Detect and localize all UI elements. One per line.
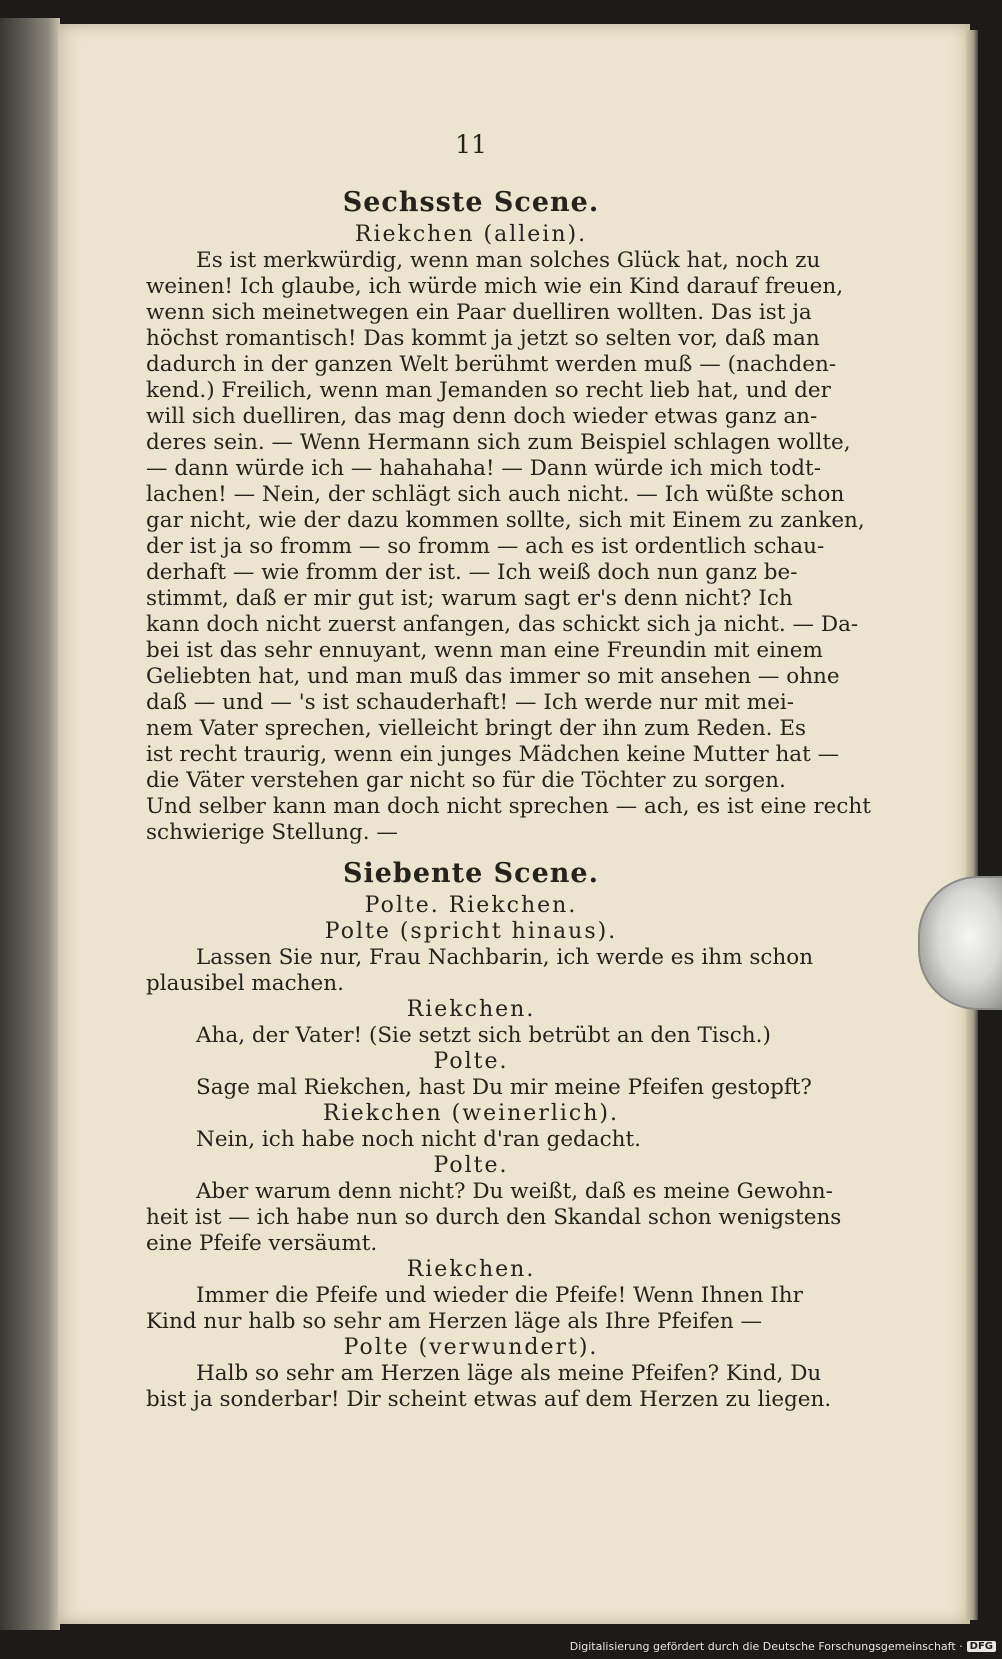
text-line: gar nicht, wie der dazu kommen sollte, sich mit Einem zu zanken, [146, 508, 865, 533]
text-line: Lassen Sie nur, Frau Nachbarin, ich werde es ihm schon [196, 945, 814, 970]
text-line: Geliebten hat, und man muß das immer so mit ansehen — ohne [146, 664, 840, 689]
text-line: die Väter verstehen gar nicht so für die Töchter zu sorgen. [146, 768, 786, 793]
digitization-credit [570, 1640, 996, 1653]
text-line: stimmt, daß er mir gut ist; warum sagt er's denn nicht? Ich [146, 586, 793, 611]
scene-title-7: Siebente Scene. [343, 858, 599, 889]
speech-text [146, 1283, 803, 1335]
text-line: der ist ja so fromm — so fromm — ach es ist ordentlich schau- [146, 534, 825, 559]
speech-text [146, 1179, 842, 1257]
text-line: weinen! Ich glaube, ich würde mich wie ein Kind darauf freuen, [146, 274, 844, 299]
text-line: ist recht traurig, wenn ein junges Mädchen keine Mutter hat — [146, 742, 840, 767]
book-left-edge [0, 18, 60, 1630]
text-line: höchst romantisch! Das kommt ja jetzt so selten vor, daß man [146, 326, 820, 351]
page-number: 11 [455, 130, 487, 159]
text-line: Aber warum denn nicht? Du weißt, daß es meine Gewohn- [196, 1179, 833, 1204]
speaker-heading: Riekchen (weinerlich). [323, 1101, 619, 1126]
text-line: Aha, der Vater! (Sie setzt sich betrübt an den Tisch.) [196, 1023, 771, 1048]
speaker-heading: Polte. [433, 1153, 509, 1178]
credit-text: Digitalisierung gefördert durch die Deutsche Forschungsgemeinschaft · [569, 1640, 963, 1653]
text-line: heit ist — ich habe nun so durch den Skandal schon wenigstens [146, 1205, 842, 1230]
scene-title-6: Sechsste Scene. [342, 187, 600, 218]
text-line: derhaft — wie fromm der ist. — Ich weiß doch nun ganz be- [146, 560, 798, 585]
text-line: wenn sich meinetwegen ein Paar duelliren wollten. Das ist ja [146, 300, 812, 325]
speaker-heading: Polte (verwundert). [343, 1335, 599, 1360]
monologue-text [146, 248, 871, 846]
text-line: dadurch in der ganzen Welt berühmt werden muß — (nachden- [146, 352, 837, 377]
text-line: kend.) Freilich, wenn man Jemanden so recht lieb hat, und der [146, 378, 831, 403]
text-line: Kind nur halb so sehr am Herzen läge als Ihre Pfeifen — [146, 1309, 763, 1334]
dialogue [146, 919, 842, 1413]
text-line: kann doch nicht zuerst anfangen, das schickt sich ja nicht. — Da- [146, 612, 859, 637]
speaker-heading: Polte (spricht hinaus). [324, 919, 618, 944]
speaker-heading: Riekchen. [406, 1257, 536, 1282]
page-stack-edge [966, 30, 978, 1620]
speaker-heading: Riekchen. [406, 997, 536, 1022]
text-line: nem Vater sprechen, vielleicht bringt der ihn zum Reden. Es [146, 716, 807, 741]
text-line: bei ist das sehr ennuyant, wenn man eine Freundin mit einem [146, 638, 823, 663]
text-line: Immer die Pfeife und wieder die Pfeife! Wenn Ihnen Ihr [196, 1283, 803, 1308]
speaker-heading: Polte. [433, 1049, 509, 1074]
page-content [146, 130, 871, 1413]
text-line: Es ist merkwürdig, wenn man solches Glück hat, noch zu [196, 248, 821, 273]
speech-text [146, 1075, 812, 1101]
text-line: — dann würde ich — hahahaha! — Dann würde ich mich todt- [146, 456, 821, 481]
speech-text [146, 1361, 832, 1413]
speech-text [146, 1127, 796, 1153]
text-line: eine Pfeife versäumt. [146, 1231, 378, 1256]
speech-text [146, 945, 814, 997]
text-line: Sage mal Riekchen, hast Du mir meine Pfeifen gestopft? [196, 1075, 812, 1100]
speech-text [146, 1023, 796, 1049]
text-line: deres sein. — Wenn Hermann sich zum Beispiel schlagen wollte, [146, 430, 851, 455]
text-line: lachen! — Nein, der schlägt sich auch nicht. — Ich wüßte schon [146, 482, 845, 507]
dfg-logo: DFG [967, 1641, 996, 1652]
scene-cast: Polte. Riekchen. [364, 893, 578, 918]
text-line: Nein, ich habe noch nicht d'ran gedacht. [196, 1127, 641, 1152]
text-line: daß — und — 's ist schauderhaft! — Ich werde nur mit mei- [146, 690, 795, 715]
text-line: Und selber kann man doch nicht sprechen — ach, es ist eine recht [146, 794, 871, 819]
text-line: plausibel machen. [146, 971, 344, 996]
text-line: will sich duelliren, das mag denn doch wieder etwas ganz an- [146, 404, 818, 429]
text-line: schwierige Stellung. — [146, 820, 398, 845]
speaker-riekchen-allein: Riekchen (allein). [354, 222, 588, 247]
text-line: Halb so sehr am Herzen läge als meine Pfeifen? Kind, Du [196, 1361, 822, 1386]
text-line: bist ja sonderbar! Dir scheint etwas auf dem Herzen zu liegen. [146, 1387, 832, 1412]
